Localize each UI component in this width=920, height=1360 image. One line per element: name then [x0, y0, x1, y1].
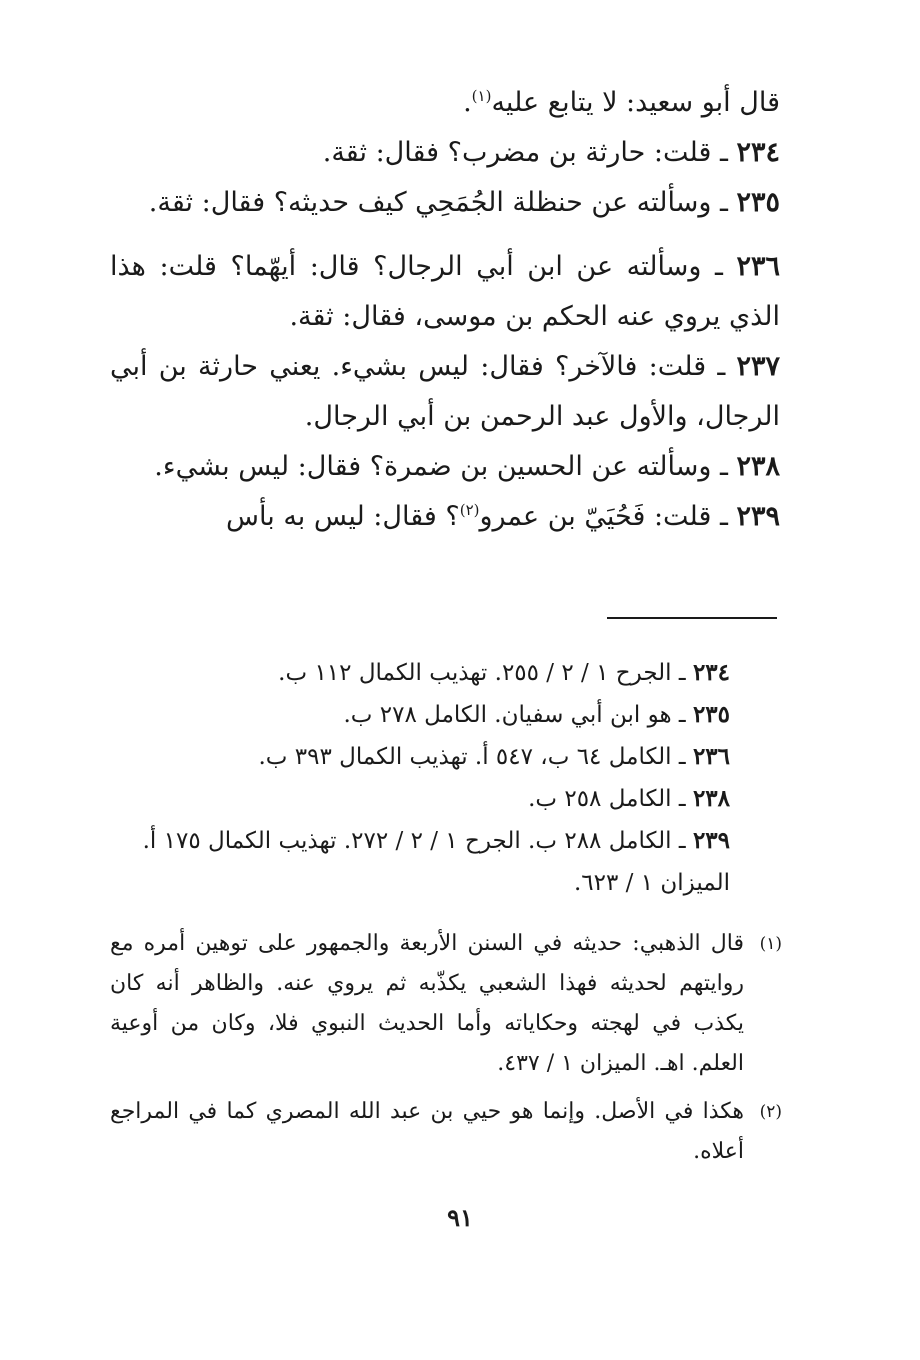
- entry-text: ـ وسألته عن حنظلة الجُمَحِي كيف حديثه؟ فقال: ثقة.: [148, 187, 728, 218]
- entry-number: ٢٣٩: [736, 501, 780, 532]
- entry-text: ـ قلت: فالآخر؟ فقال: ليس بشيء. يعني حارثة بن أبي الرجال، والأول عبد الرحمن بن أبي الرجال.: [110, 351, 780, 432]
- footnotes-section: [110, 924, 782, 1180]
- footnote-ref-2: (٢): [459, 501, 480, 519]
- entry-235: [110, 178, 780, 228]
- entry-number: ٢٣٧: [736, 351, 780, 382]
- footnote-text: هكذا في الأصل. وإنما هو حيي بن عبد الله المصري كما في المراجع أعلاه.: [110, 1099, 744, 1164]
- main-text: [110, 78, 780, 542]
- footnote-2: [110, 1092, 782, 1172]
- reference-item: ٢٣٦ ـ الكامل ٦٤ ب، ٥٤٧ أ. تهذيب الكمال ٣٩٣ ب.: [258, 743, 730, 770]
- footnote-marker: (٢): [759, 1102, 782, 1122]
- reference-item: ٢٣٥ ـ هو ابن أبي سفيان. الكامل ٢٧٨ ب.: [343, 701, 730, 728]
- footnote-ref-1: (١): [471, 87, 492, 105]
- footnote-text: قال الذهبي: حديثه في السنن الأربعة والجمهور على توهين أمره مع روايتهم لحديثه فهذا الشعبي يكذّبه ثم يروي عنه. والظاهر أنه كان يكذب في لهجته وحكاياته وأما الحديث النبوي فلا، وكان من أوعية العلم. اهـ. الميزان ١ / ٤٣٧.: [110, 931, 744, 1076]
- entry-text: ـ وسألته عن الحسين بن ضمرة؟ فقال: ليس بشيء.: [154, 451, 728, 482]
- entry-number: ٢٣٨: [736, 451, 780, 482]
- entry-number: ٢٣٦: [736, 251, 780, 282]
- footnote-marker: (١): [759, 934, 782, 954]
- entry-number: ٢٣٥: [736, 187, 780, 218]
- page-number: ٩١: [447, 1203, 473, 1232]
- entry-239: ٢٣٩ ـ قلت: فَحُيَيّ بن عمرو$^{(٢)}$؟ فقال: ليس به بأس: [226, 501, 780, 532]
- line-abu-said: قال أبو سعيد: لا يتابع عليه$^{(١)}$.: [463, 87, 780, 118]
- reference-item: ٢٣٨ ـ الكامل ٢٥٨ ب.: [528, 785, 730, 812]
- entry-text: ـ وسألته عن ابن أبي الرجال؟ قال: أيهّما؟ قلت: هذا الذي يروي عنه الحكم بن موسى، فقال: ثقة.: [110, 251, 780, 332]
- footnote-separator: [607, 617, 777, 619]
- reference-item: ٢٣٤ ـ الجرح ١ / ٢ / ٢٥٥. تهذيب الكمال ١١٢ ب.: [278, 659, 730, 686]
- entry-number: ٢٣٤: [736, 137, 780, 168]
- entry-234: [110, 128, 780, 178]
- entry-text: ـ قلت: حارثة بن مضرب؟ فقال: ثقة.: [322, 137, 728, 168]
- entry-238: [110, 442, 780, 492]
- references-section: [110, 652, 730, 904]
- footnote-1: [110, 924, 782, 1084]
- entry-236: [110, 242, 780, 342]
- entry-237: [110, 342, 780, 442]
- reference-item: ٢٣٩ ـ الكامل ٢٨٨ ب. الجرح ١ / ٢ / ٢٧٢. تهذيب الكمال ١٧٥ أ. الميزان ١ / ٦٢٣.: [142, 827, 730, 896]
